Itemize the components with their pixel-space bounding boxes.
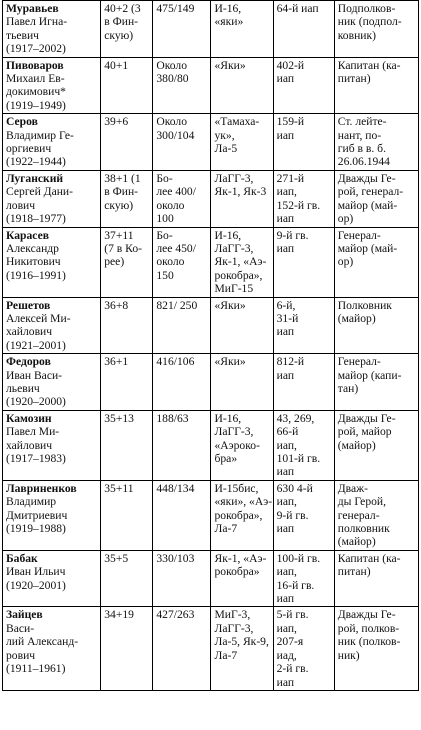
name-line: Дмитриевич — [6, 508, 68, 522]
sorties-cell — [153, 410, 211, 480]
aircraft-cell — [211, 227, 273, 297]
victories-cell — [101, 480, 153, 550]
score-line: (7 в Ко- — [104, 241, 142, 255]
sorties-cell — [153, 480, 211, 550]
aircraft-line: «Яки» — [214, 355, 246, 369]
score-line: в Фин- — [104, 185, 139, 199]
aircraft-line: Ла-7 — [214, 522, 238, 536]
regiment-line: иап — [276, 675, 295, 689]
name-line: Иван Васи- — [6, 368, 63, 382]
sorties-line: 380/80 — [156, 72, 189, 86]
sorties-line: лее 400/ — [156, 185, 196, 199]
rank-line: рой, майор — [337, 425, 392, 439]
regiment-cell — [273, 114, 334, 171]
name-line: лович — [6, 198, 36, 212]
pilot-surname: Лавриненков — [6, 481, 77, 495]
rank-line: полковник — [337, 522, 390, 536]
sorties-cell — [153, 1, 211, 58]
table-row — [3, 114, 419, 171]
rank-line: Дваж- — [337, 481, 369, 495]
pilot-name-cell — [3, 480, 101, 550]
rank-line: Подполков- — [337, 2, 396, 15]
rank-line: рой, генерал- — [337, 185, 404, 199]
rank-cell — [334, 114, 418, 171]
sorties-line: 150 — [156, 268, 174, 282]
regiment-line: иап — [276, 522, 295, 536]
sorties-line: Бо- — [156, 228, 173, 242]
aircraft-line: Ла-5 — [214, 142, 238, 156]
aircraft-cell — [211, 170, 273, 227]
regiment-line: 101-й гв. — [276, 452, 321, 465]
aircraft-line: «Аэроко- — [214, 438, 260, 452]
name-line: хайлович — [6, 325, 53, 339]
regiment-line: 6-й, — [276, 298, 296, 312]
rank-cell — [334, 410, 418, 480]
name-line: (1922–1944) — [6, 155, 66, 169]
score-line: 40+1 — [104, 58, 129, 72]
aircraft-line: МиГ-3, — [214, 608, 251, 622]
regiment-line: 630 4-й — [276, 481, 313, 495]
rank-line: 26.06.1944 — [337, 155, 390, 169]
regiment-line: иап — [276, 72, 295, 86]
aircraft-cell — [211, 550, 273, 607]
aircraft-line: МиГ-15 — [214, 282, 254, 296]
sorties-line: 448/134 — [156, 481, 195, 495]
regiment-line: иап — [276, 592, 295, 606]
regiment-line: иап — [276, 128, 295, 142]
rank-line: ор) — [337, 255, 354, 269]
table-row — [3, 480, 419, 550]
sorties-cell — [153, 550, 211, 607]
name-line: (1918–1977) — [6, 212, 66, 226]
regiment-cell — [273, 297, 334, 354]
score-line: 40+2 (3 — [104, 2, 141, 15]
regiment-line: 402-й — [276, 58, 305, 72]
sorties-line: 475/149 — [156, 2, 195, 15]
pilot-surname: Пивоваров — [6, 58, 64, 72]
regiment-cell — [273, 170, 334, 227]
sorties-line: Бо- — [156, 171, 173, 185]
aircraft-line: «яки» — [214, 15, 244, 29]
aircraft-cell — [211, 1, 273, 58]
rank-cell — [334, 57, 418, 114]
aircraft-cell — [211, 57, 273, 114]
aircraft-line: рокобра», — [214, 508, 263, 522]
table-row — [3, 227, 419, 297]
name-line: Павел Игна- — [6, 15, 68, 29]
name-line: (1911–1961) — [6, 662, 66, 676]
pilot-surname: Карасев — [6, 228, 49, 242]
rank-line: Полковник — [337, 298, 392, 312]
rank-line: (майор) — [337, 438, 376, 452]
victories-cell — [101, 57, 153, 114]
rank-line: генерал- — [337, 508, 380, 522]
rank-line: гиб в в. б. — [337, 142, 386, 156]
aces-table — [2, 0, 419, 691]
sorties-cell — [153, 607, 211, 690]
victories-cell — [101, 1, 153, 58]
score-line: рее) — [104, 255, 125, 269]
pilot-name-cell — [3, 410, 101, 480]
regiment-cell — [273, 410, 334, 480]
aircraft-line: И-16, — [214, 2, 242, 15]
regiment-line: 31-й — [276, 311, 299, 325]
regiment-cell — [273, 57, 334, 114]
score-line: 36+8 — [104, 298, 129, 312]
regiment-cell — [273, 354, 334, 411]
aircraft-line: «Яки» — [214, 298, 246, 312]
aircraft-line: ук», — [214, 128, 235, 142]
aircraft-cell — [211, 114, 273, 171]
name-line: Никитович — [6, 255, 61, 269]
aircraft-line: бра» — [214, 452, 238, 465]
aircraft-line: «Тамаха- — [214, 115, 260, 129]
rank-line: майор (капи- — [337, 368, 402, 382]
sorties-line: 188/63 — [156, 411, 189, 425]
name-line: (1920–2001) — [6, 578, 66, 592]
pilot-surname: Луганский — [6, 171, 64, 185]
table-row — [3, 57, 419, 114]
sorties-cell — [153, 57, 211, 114]
regiment-line: иап, — [276, 565, 297, 579]
name-line: оргиевич — [6, 142, 52, 156]
table-row — [3, 550, 419, 607]
rank-line: ник (подпол- — [337, 15, 402, 29]
rank-line: Дважды Ге- — [337, 608, 396, 622]
score-line: скую) — [104, 198, 134, 212]
rank-cell — [334, 227, 418, 297]
aircraft-line: рокобра» — [214, 565, 260, 579]
regiment-line: иап, — [276, 495, 297, 509]
aircraft-line: Як-1, «Аэ- — [214, 255, 267, 269]
sorties-line: около — [156, 198, 185, 212]
table-row — [3, 297, 419, 354]
rank-line: ник (полков- — [337, 635, 401, 649]
name-line: Алексей Ми- — [6, 311, 71, 325]
rank-line: майор (май- — [337, 198, 398, 212]
aircraft-cell — [211, 297, 273, 354]
aircraft-line: Як-1, Як-3 — [214, 185, 267, 199]
sorties-line: 821/ 250 — [156, 298, 198, 312]
regiment-line: 9-й гв. — [276, 228, 309, 242]
victories-cell — [101, 607, 153, 690]
rank-line: (майор) — [337, 535, 376, 549]
pilot-surname: Зайцев — [6, 608, 43, 622]
sorties-cell — [153, 170, 211, 227]
aircraft-line: Ла-7 — [214, 648, 238, 662]
name-line: (1921–2001) — [6, 338, 66, 352]
rank-line: питан) — [337, 72, 371, 86]
name-line: Павел Ми- — [6, 425, 60, 439]
pilot-name-cell — [3, 227, 101, 297]
rank-line: Генерал- — [337, 228, 381, 242]
pilot-name-cell — [3, 550, 101, 607]
regiment-line: иад, — [276, 648, 297, 662]
pilot-name-cell — [3, 1, 101, 58]
regiment-line: иап, — [276, 438, 297, 452]
regiment-line: 271-й — [276, 171, 305, 185]
regiment-line: 159-й — [276, 115, 305, 129]
name-line: (1919–1988) — [6, 522, 66, 536]
table-row — [3, 170, 419, 227]
table-row — [3, 1, 419, 58]
victories-cell — [101, 114, 153, 171]
rank-cell — [334, 550, 418, 607]
rank-cell — [334, 170, 418, 227]
name-line: (1920–2000) — [6, 395, 66, 409]
victories-cell — [101, 550, 153, 607]
rank-line: рой, полков- — [337, 621, 400, 635]
name-line: рович — [6, 648, 36, 662]
victories-cell — [101, 354, 153, 411]
regiment-cell — [273, 550, 334, 607]
sorties-line: 100 — [156, 212, 174, 226]
regiment-line: иап, — [276, 185, 297, 199]
aircraft-line: ЛаГГ-3, — [214, 425, 254, 439]
rank-line: Ст. лейте- — [337, 115, 387, 129]
regiment-cell — [273, 227, 334, 297]
sorties-cell — [153, 227, 211, 297]
score-line: 37+11 — [104, 228, 134, 242]
rank-line: ды Герой, — [337, 495, 387, 509]
regiment-line: 812-й — [276, 355, 305, 369]
aircraft-cell — [211, 607, 273, 690]
name-line: Иван Ильич — [6, 565, 66, 579]
sorties-line: 416/106 — [156, 355, 195, 369]
rank-line: ник) — [337, 648, 360, 662]
rank-cell — [334, 607, 418, 690]
sorties-line: Около — [156, 58, 188, 72]
pilot-name-cell — [3, 297, 101, 354]
table-row — [3, 607, 419, 690]
aircraft-line: «яки», «Аэ- — [214, 495, 273, 509]
regiment-line: иап, — [276, 621, 297, 635]
name-line: Васи- — [6, 621, 35, 635]
aircraft-line: Ла-5, Як-9, — [214, 635, 269, 649]
name-line: (1919–1949) — [6, 98, 66, 112]
aircraft-line: ЛаГГ-3, — [214, 171, 254, 185]
regiment-cell — [273, 480, 334, 550]
victories-cell — [101, 297, 153, 354]
regiment-line: 2-й гв. — [276, 662, 309, 676]
name-line: Владимир Ге- — [6, 128, 74, 142]
name-line: (1917–1983) — [6, 452, 66, 465]
aces-table-body — [3, 1, 419, 691]
aircraft-line: И-16, — [214, 411, 242, 425]
sorties-cell — [153, 114, 211, 171]
rank-cell — [334, 480, 418, 550]
sorties-line: 300/104 — [156, 128, 195, 142]
rank-line: Дважды Ге- — [337, 171, 396, 185]
pilot-surname: Бабак — [6, 551, 38, 565]
regiment-line: иап — [276, 368, 295, 382]
regiment-line: 207-я — [276, 635, 304, 649]
rank-line: Дважды Ге- — [337, 411, 396, 425]
score-line: 38+1 (1 — [104, 171, 141, 185]
name-line: Сергей Дани- — [6, 185, 73, 199]
pilot-name-cell — [3, 114, 101, 171]
rank-line: (майор) — [337, 311, 376, 325]
rank-line: ор) — [337, 212, 354, 226]
rank-cell — [334, 1, 418, 58]
victories-cell — [101, 170, 153, 227]
rank-line: нант, по- — [337, 128, 382, 142]
name-line: лий Александ- — [6, 635, 79, 649]
pilot-name-cell — [3, 57, 101, 114]
rank-line: Генерал- — [337, 355, 381, 369]
sorties-line: Около — [156, 115, 188, 129]
score-line: 39+6 — [104, 115, 129, 129]
pilot-name-cell — [3, 170, 101, 227]
rank-line: Капитан (ка- — [337, 551, 401, 565]
name-line: Владимир — [6, 495, 57, 509]
victories-cell — [101, 227, 153, 297]
aircraft-line: рокобра», — [214, 268, 263, 282]
pilot-surname: Федоров — [6, 355, 51, 369]
sorties-line: лее 450/ — [156, 241, 196, 255]
aircraft-line: ЛаГГ-3, — [214, 621, 254, 635]
regiment-cell — [273, 1, 334, 58]
score-line: 36+1 — [104, 355, 129, 369]
rank-line: ковник) — [337, 28, 376, 42]
name-line: Александр — [6, 241, 59, 255]
rank-line: Капитан (ка- — [337, 58, 401, 72]
sorties-line: 330/103 — [156, 551, 195, 565]
score-line: 35+5 — [104, 551, 129, 565]
regiment-line: 9-й гв. — [276, 508, 309, 522]
name-line: хайлович — [6, 438, 53, 452]
regiment-line: иап — [276, 465, 295, 479]
score-line: 35+11 — [104, 481, 134, 495]
aircraft-line: «Яки» — [214, 58, 246, 72]
score-line: скую) — [104, 28, 134, 42]
table-row — [3, 410, 419, 480]
aircraft-cell — [211, 480, 273, 550]
rank-cell — [334, 354, 418, 411]
rank-line: питан) — [337, 565, 371, 579]
score-line: 35+13 — [104, 411, 134, 425]
regiment-line: 100-й гв. — [276, 551, 321, 565]
sorties-line: около — [156, 255, 185, 269]
regiment-line: 64-й иап — [276, 2, 319, 15]
pilot-surname: Серов — [6, 115, 38, 129]
rank-cell — [334, 297, 418, 354]
name-line: докимович* — [6, 85, 66, 99]
pilot-surname: Муравьев — [6, 2, 59, 15]
regiment-line: 43, 269, — [276, 411, 315, 425]
regiment-line: иап — [276, 212, 295, 226]
pilot-name-cell — [3, 607, 101, 690]
aircraft-line: И-15бис, — [214, 481, 259, 495]
regiment-line: 152-й гв. — [276, 198, 321, 212]
regiment-line: 16-й гв. — [276, 578, 315, 592]
name-line: тьевич — [6, 28, 40, 42]
name-line: (1917–2002) — [6, 42, 66, 56]
aircraft-line: Як-1, «Аэ- — [214, 551, 267, 565]
aircraft-line: И-16, — [214, 228, 242, 242]
regiment-line: иап — [276, 325, 295, 339]
score-line: 34+19 — [104, 608, 134, 622]
name-line: льевич — [6, 381, 40, 395]
pilot-surname: Камозин — [6, 411, 52, 425]
aircraft-cell — [211, 410, 273, 480]
sorties-cell — [153, 297, 211, 354]
victories-cell — [101, 410, 153, 480]
regiment-line: 5-й гв. — [276, 608, 309, 622]
score-line: в Фин- — [104, 15, 139, 29]
aircraft-line: ЛаГГ-3, — [214, 241, 254, 255]
name-line: Михаил Ев- — [6, 72, 65, 86]
sorties-line: 427/263 — [156, 608, 195, 622]
sorties-cell — [153, 354, 211, 411]
pilot-name-cell — [3, 354, 101, 411]
name-line: (1916–1991) — [6, 268, 66, 282]
regiment-cell — [273, 607, 334, 690]
rank-line: тан) — [337, 381, 359, 395]
regiment-line: 66-й — [276, 425, 299, 439]
pilot-surname: Решетов — [6, 298, 51, 312]
rank-line: майор (май- — [337, 241, 398, 255]
table-row — [3, 354, 419, 411]
regiment-line: иап — [276, 241, 295, 255]
aircraft-cell — [211, 354, 273, 411]
